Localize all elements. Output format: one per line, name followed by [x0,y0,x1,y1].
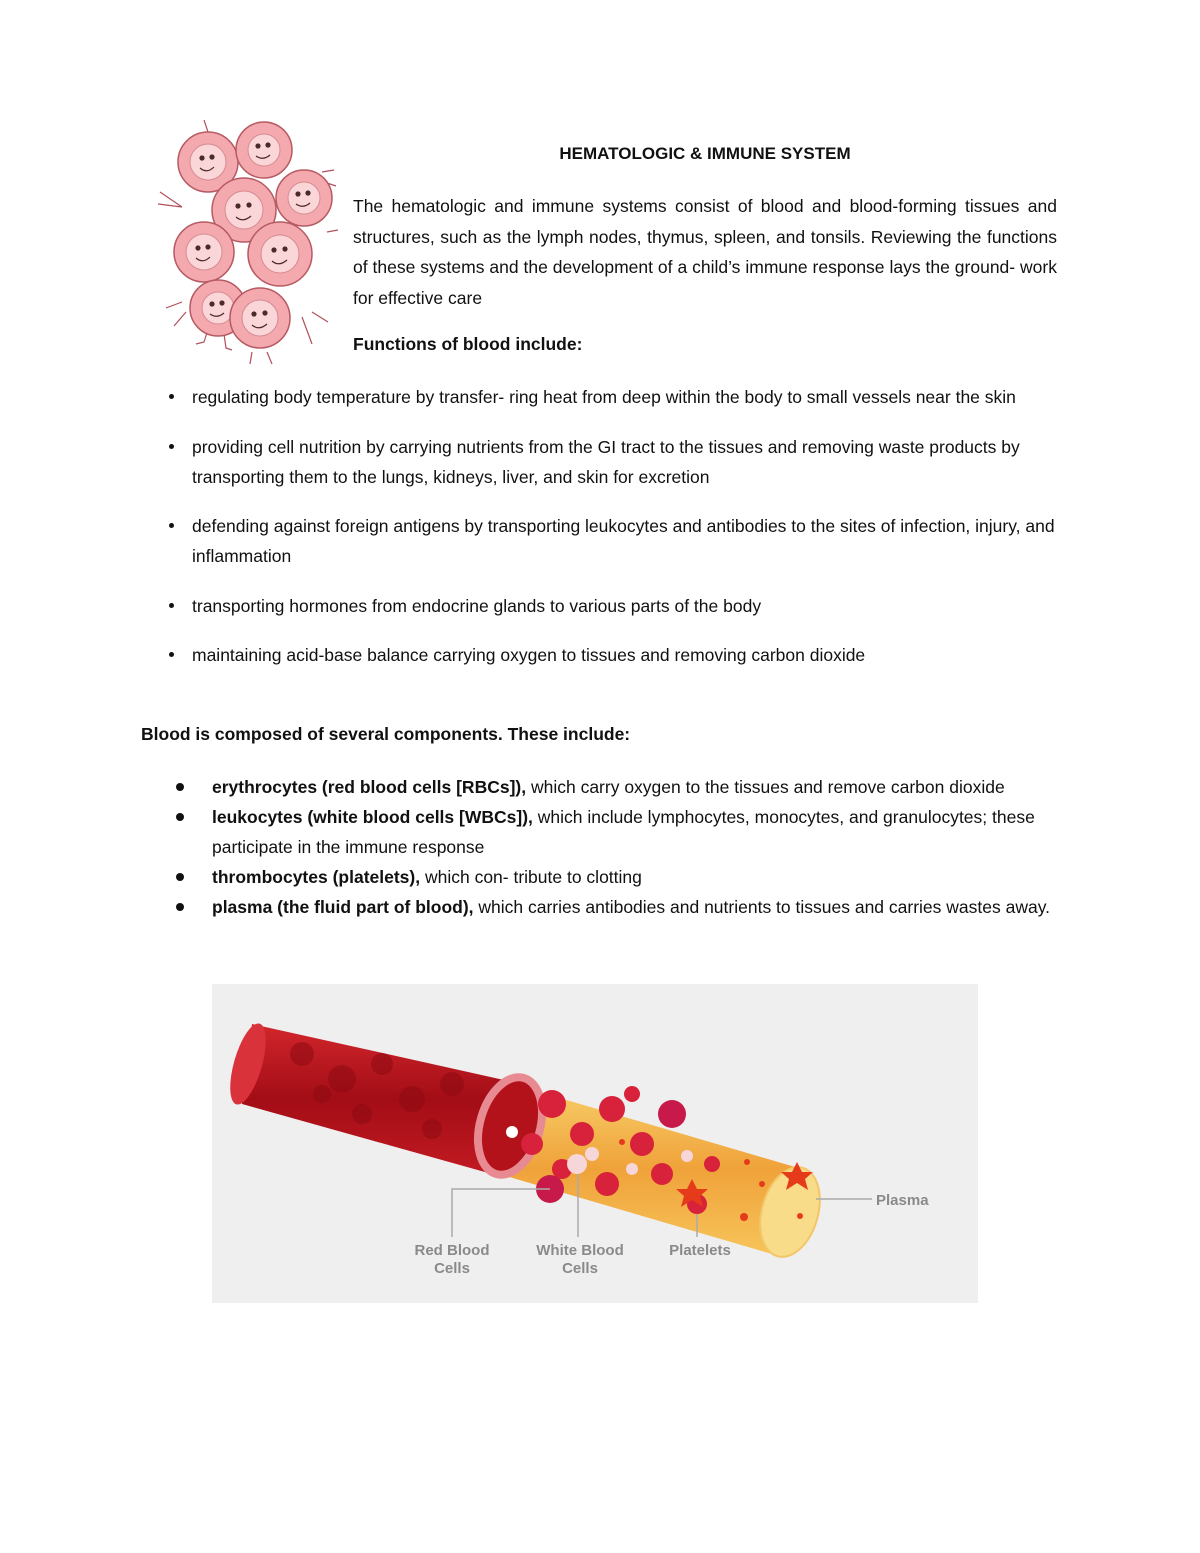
label-white-blood-cells [520,1242,640,1278]
component-item [170,892,1050,922]
page-title: HEMATOLOGIC & IMMUNE SYSTEM [559,144,851,163]
component-term: plasma (the fluid part of blood), [212,897,474,917]
component-desc: which include lymphocytes, monocytes, and granulocytes; these participate in the immune response [212,807,1035,857]
component-term: erythrocytes (red blood cells [RBCs]), [212,777,527,797]
cartoon-blood-cells-illustration [152,112,338,366]
function-item: transporting hormones from endocrine glands to various parts of the body [160,591,1060,621]
function-item: regulating body temperature by transfer- ring heat from deep within the body to small vessels near the skin [160,382,1060,412]
component-term: thrombocytes (platelets), [212,867,421,887]
label-plasma: Plasma [876,1192,929,1209]
functions-list [160,382,1060,690]
function-item: defending against foreign antigens by transporting leukocytes and antibodies to the sites of infection, injury, and inflammation [160,511,1060,571]
component-item [170,772,1050,802]
component-item [170,802,1050,862]
label-line: Red Blood [414,1242,490,1259]
intro-paragraph: The hematologic and immune systems consist of blood and blood-forming tissues and structures, such as the lymph nodes, thymus, spleen, and tonsils. Reviewing the functions of these systems and the development of a child’s immune response lays the ground- work for effective care [353,196,1057,308]
functions-heading: Functions of blood include: [353,334,583,354]
component-desc: which carry oxygen to the tissues and remove carbon dioxide [526,777,1005,797]
function-item: providing cell nutrition by carrying nutrients from the GI tract to the tissues and removing waste products by transporting them to the lungs, kidneys, liver, and skin for excretion [160,432,1060,492]
label-red-blood-cells [396,1242,508,1278]
label-line: Cells [434,1260,470,1277]
component-item [170,862,1050,892]
components-list [170,772,1050,922]
label-line: White Blood [536,1242,624,1259]
blood-vessel-diagram [212,984,978,1303]
function-item: maintaining acid-base balance carrying oxygen to tissues and removing carbon dioxide [160,640,1060,670]
components-heading: Blood is composed of several components. These include: [141,724,631,744]
component-desc: which carries antibodies and nutrients to tissues and carries wastes away. [473,897,1051,917]
component-desc: which con- tribute to clotting [420,867,642,887]
label-platelets: Platelets [669,1242,731,1259]
component-term: leukocytes (white blood cells [WBCs]), [212,807,533,827]
red-vessel [223,1020,553,1183]
label-line: Cells [562,1260,598,1277]
